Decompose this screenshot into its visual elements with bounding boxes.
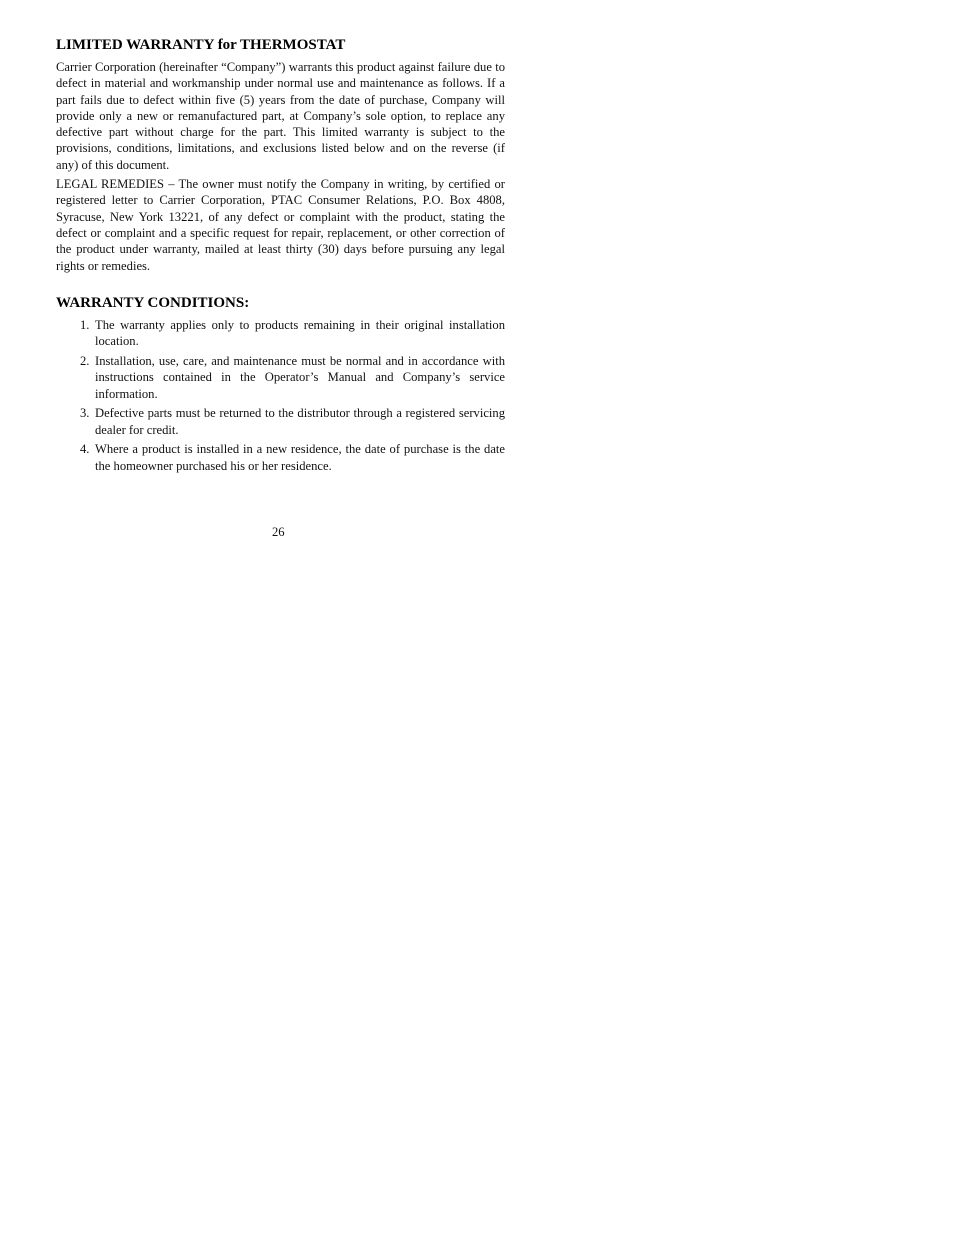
condition-item — [56, 317, 505, 350]
condition-number: 1. — [80, 317, 90, 332]
condition-item — [56, 441, 505, 474]
condition-number: 4. — [80, 442, 90, 457]
condition-number: 3. — [80, 406, 90, 421]
condition-text: The warranty applies only to products remaining in their original installation location. — [95, 317, 505, 349]
conditions-list — [56, 317, 505, 474]
conditions-heading: WARRANTY CONDITIONS: — [56, 294, 250, 311]
intro-paragraph: Carrier Corporation (hereinafter “Company”) warrants this product against failure due to defect in material and workmanship under normal use and maintenance as follows. If a part fails due to defect within five (5) years from the date of purchase, Company will provide only a new or remanufactured part, at Company’s sole option, to replace any defective part without charge for the part. This limited warranty is subject to the provisions, conditions, limitations, and exclusions listed below and on the reverse (if any) of this document. — [56, 60, 505, 172]
legal-remedies-paragraph: LEGAL REMEDIES – The owner must notify the Company in writing, by certified or registered letter to Carrier Corporation, PTAC Consumer Relations, P.O. Box 4808, Syracuse, New York 13221, of any defect or complaint with the product, stating the defect or complaint and a specific request for repair, replacement, or other correction of the product under warranty, mailed at least thirty (30) days before pursuing any legal rights or remedies. — [56, 177, 505, 273]
condition-item — [56, 405, 505, 438]
document-title: LIMITED WARRANTY for THERMOSTAT — [56, 37, 346, 53]
condition-number: 2. — [80, 353, 90, 368]
page-number: 26 — [272, 525, 285, 539]
condition-item — [56, 353, 505, 402]
warranty-column — [56, 36, 505, 478]
condition-text: Where a product is installed in a new residence, the date of purchase is the date the homeowner purchased his or her residence. — [95, 442, 505, 473]
condition-text: Installation, use, care, and maintenance must be normal and in accordance with instructions contained in the Operator’s Manual and Company’s service information. — [95, 353, 505, 401]
condition-text: Defective parts must be returned to the distributor through a registered servicing dealer for credit. — [95, 406, 505, 437]
